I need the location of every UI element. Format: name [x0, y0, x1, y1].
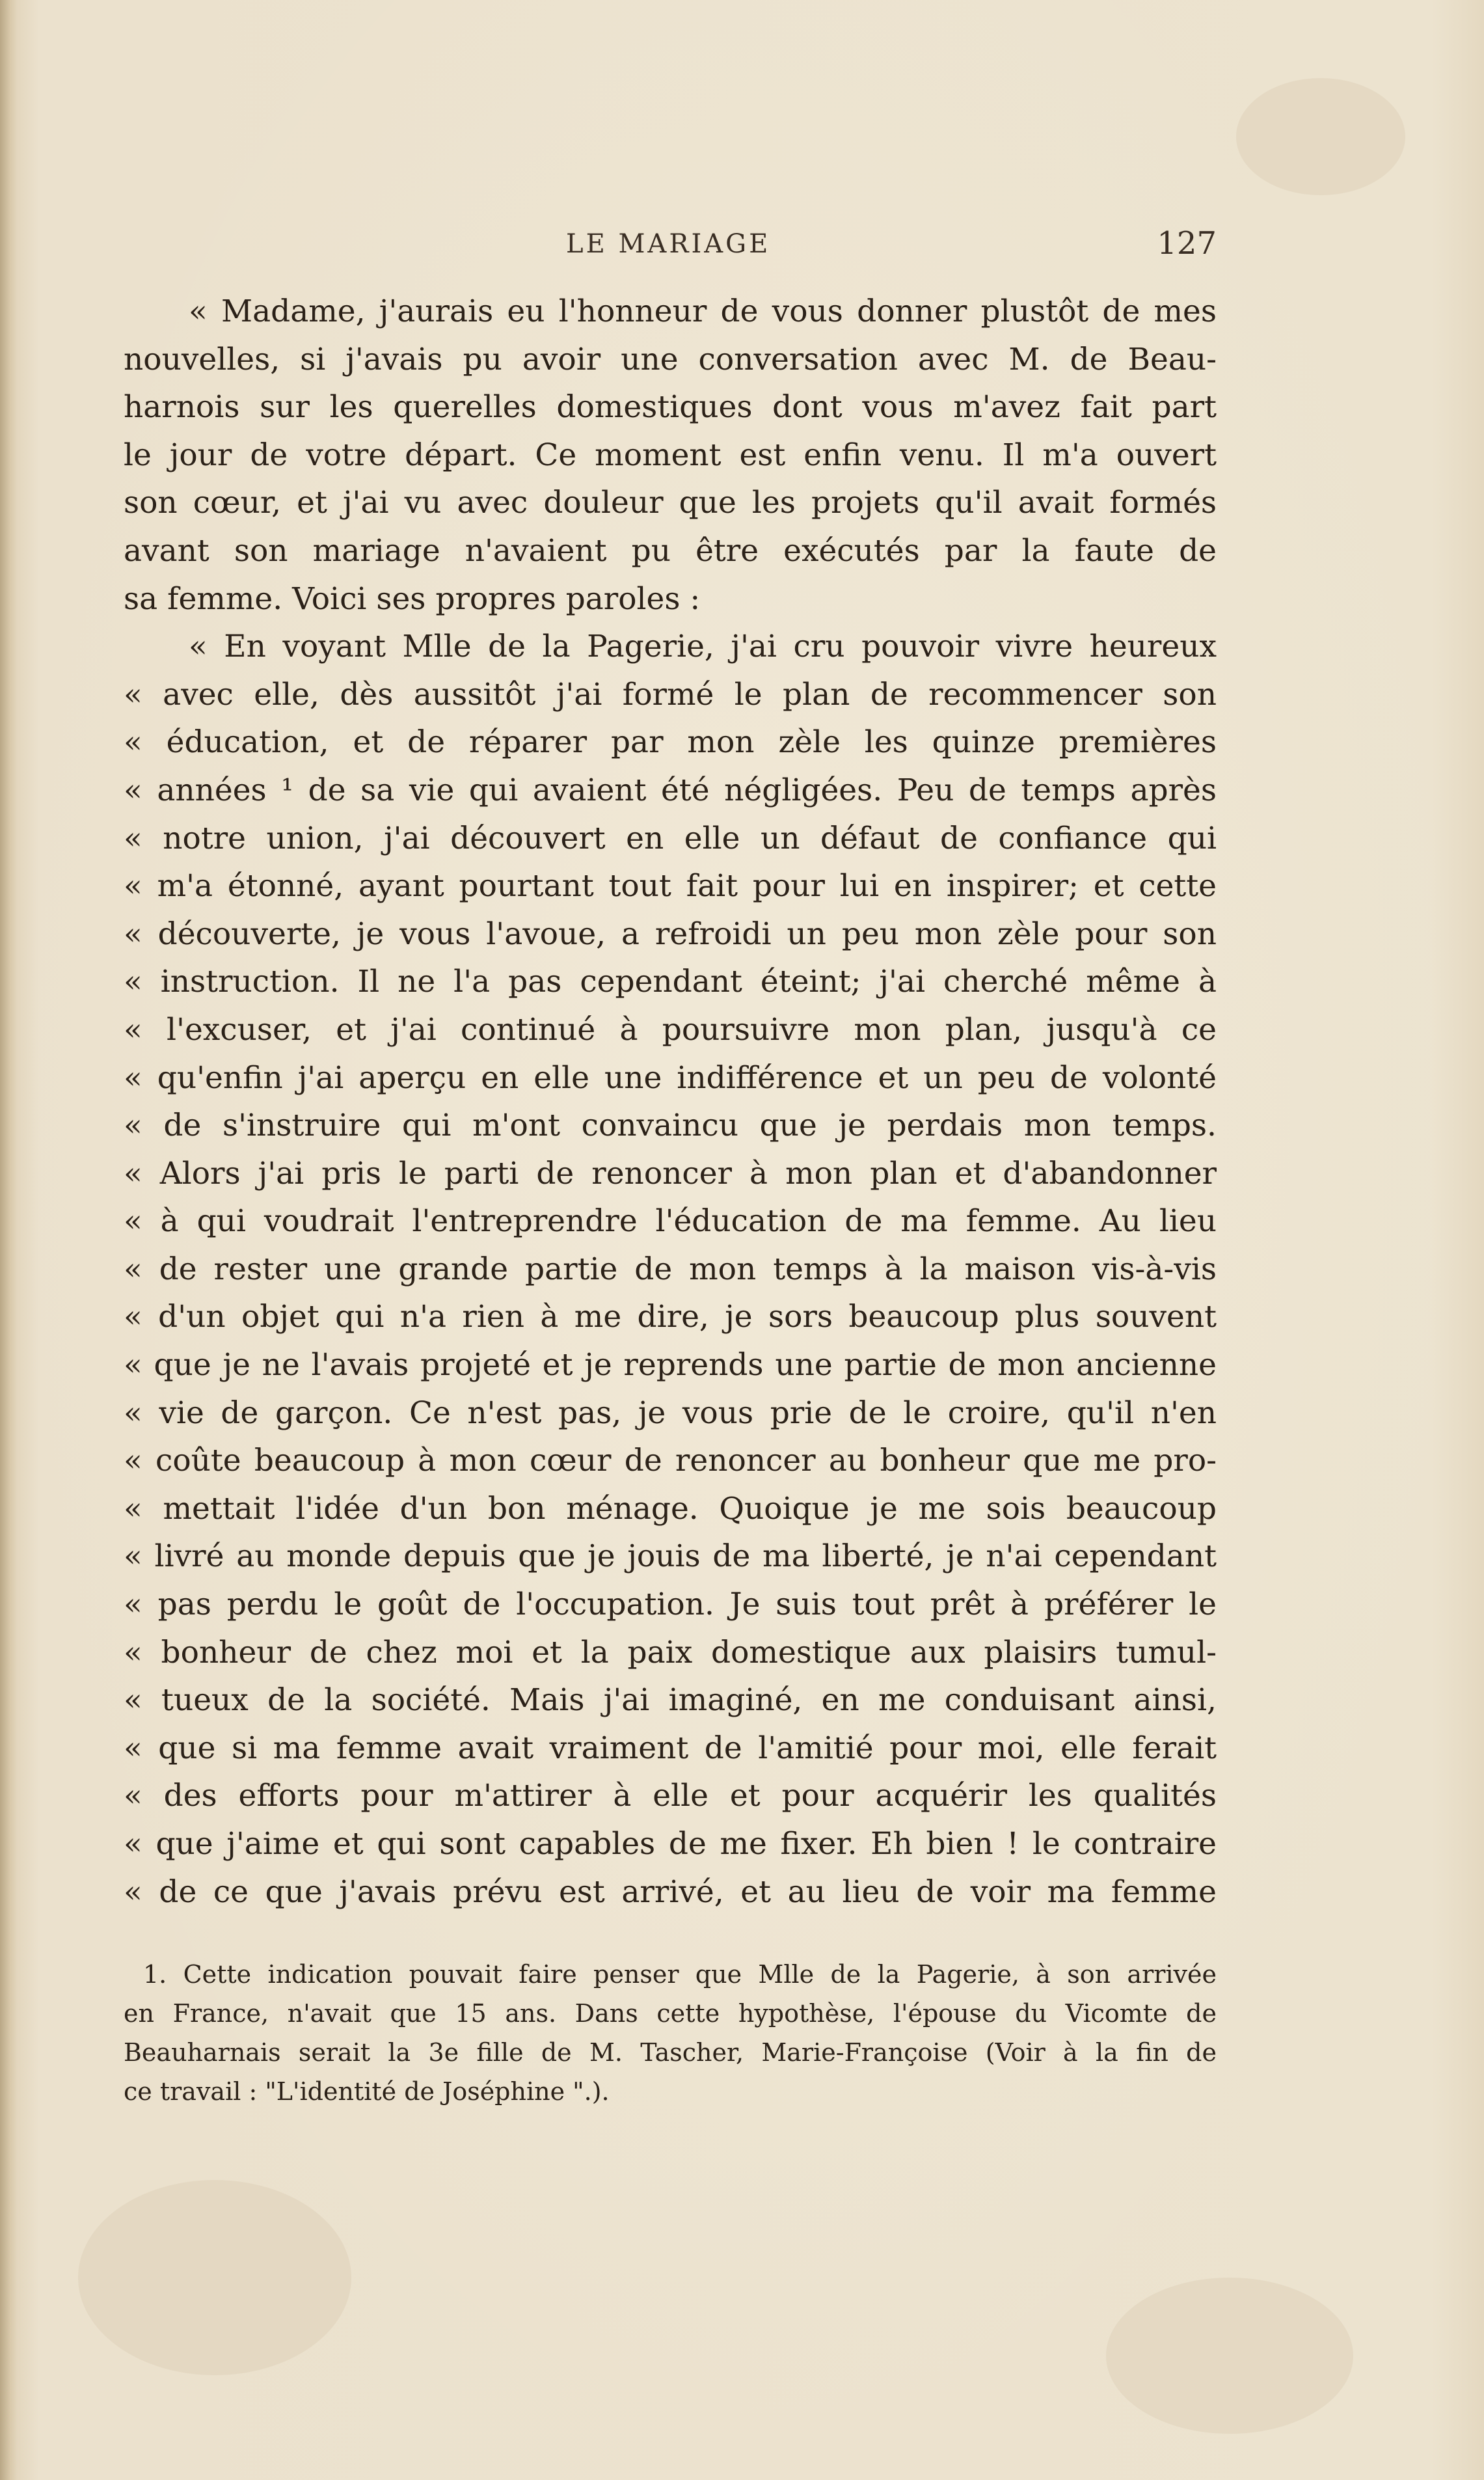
page-spine-shadow: [0, 0, 17, 2480]
text-line: « années ¹ de sa vie qui avaient été négligées. Peu de temps après: [124, 772, 1217, 808]
footnote: [124, 1955, 1217, 2111]
paper-stain: [1236, 78, 1405, 195]
text-line: harnois sur les querelles domestiques dont vous m'avez fait part: [124, 389, 1217, 426]
text-line: « que si ma femme avait vraiment de l'amitié pour moi, elle ferait: [124, 1730, 1217, 1766]
text-line: « En voyant Mlle de la Pagerie, j'ai cru pouvoir vivre heureux: [189, 629, 1217, 665]
text-line: « vie de garçon. Ce n'est pas, je vous prie de le croire, qu'il n'en: [124, 1395, 1217, 1431]
text-line: « mettait l'idée d'un bon ménage. Quoique je me sois beaucoup: [124, 1490, 1217, 1527]
text-line: « découverte, je vous l'avoue, a refroidi un peu mon zèle pour son: [124, 916, 1217, 952]
text-line: « coûte beaucoup à mon cœur de renoncer au bonheur que me pro-: [124, 1443, 1217, 1479]
text-line: « de s'instruire qui m'ont convaincu que je perdais mon temps.: [124, 1108, 1217, 1144]
text-line: « que je ne l'avais projeté et je reprends une partie de mon ancienne: [124, 1347, 1217, 1383]
text-line: « pas perdu le goût de l'occupation. Je suis tout prêt à préférer le: [124, 1587, 1217, 1623]
text-line: « l'excuser, et j'ai continué à poursuivre mon plan, jusqu'à ce: [124, 1011, 1217, 1048]
footnote-line: Beauharnais serait la 3e fille de M. Tascher, Marie-Françoise (Voir à la fin de: [124, 2038, 1217, 2067]
paper-stain: [1106, 2278, 1353, 2434]
text-line: « Madame, j'aurais eu l'honneur de vous donner plustôt de mes: [189, 293, 1217, 329]
running-head: [124, 220, 1217, 266]
text-line: le jour de votre départ. Ce moment est enfin venu. Il m'a ouvert: [124, 437, 1217, 473]
text-line: nouvelles, si j'avais pu avoir une conversation avec M. de Beau-: [124, 341, 1217, 377]
text-line: « de ce que j'avais prévu est arrivé, et au lieu de voir ma femme: [124, 1874, 1217, 1910]
body-text: [124, 288, 1217, 1916]
text-line: « bonheur de chez moi et la paix domestique aux plaisirs tumul-: [124, 1634, 1217, 1670]
text-line: « instruction. Il ne l'a pas cependant éteint; j'ai cherché même à: [124, 964, 1217, 1000]
footnote-line: ce travail : "L'identité de Joséphine ".).: [124, 2077, 610, 2106]
text-line: « m'a étonné, ayant pourtant tout fait pour lui en inspirer; et cette: [124, 868, 1217, 905]
text-line: sa femme. Voici ses propres paroles :: [124, 580, 701, 617]
footnote-line: 1. Cette indication pouvait faire penser que Mlle de la Pagerie, à son arrivée: [143, 1960, 1217, 1989]
text-line: « Alors j'ai pris le parti de renoncer à mon plan et d'abandonner: [124, 1155, 1217, 1192]
text-line: « éducation, et de réparer par mon zèle les quinze premières: [124, 724, 1217, 761]
text-line: avant son mariage n'avaient pu être exécutés par la faute de: [124, 532, 1217, 569]
text-line: « à qui voudrait l'entreprendre l'éducation de ma femme. Au lieu: [124, 1203, 1217, 1240]
page-number: 127: [1157, 225, 1217, 262]
running-title: LE MARIAGE: [566, 229, 771, 259]
footnote-line: en France, n'avait que 15 ans. Dans cette hypothèse, l'épouse du Vicomte de: [124, 1999, 1217, 2028]
text-line: « des efforts pour m'attirer à elle et pour acquérir les qualités: [124, 1778, 1217, 1814]
text-line: « d'un objet qui n'a rien à me dire, je sors beaucoup plus souvent: [124, 1299, 1217, 1335]
text-line: « tueux de la société. Mais j'ai imaginé, en me conduisant ainsi,: [124, 1682, 1217, 1719]
paper-stain: [78, 2180, 351, 2375]
text-line: « notre union, j'ai découvert en elle un défaut de confiance qui: [124, 820, 1217, 856]
text-line: « avec elle, dès aussitôt j'ai formé le plan de recommencer son: [124, 676, 1217, 713]
text-line: « de rester une grande partie de mon temps à la maison vis-à-vis: [124, 1251, 1217, 1287]
text-line: « que j'aime et qui sont capables de me fixer. Eh bien ! le contraire: [124, 1826, 1217, 1862]
text-line: « qu'enfin j'ai aperçu en elle une indifférence et un peu de volonté: [124, 1059, 1217, 1096]
text-line: « livré au monde depuis que je jouis de ma liberté, je n'ai cependant: [124, 1538, 1217, 1575]
text-line: son cœur, et j'ai vu avec douleur que les projets qu'il avait formés: [124, 485, 1217, 521]
